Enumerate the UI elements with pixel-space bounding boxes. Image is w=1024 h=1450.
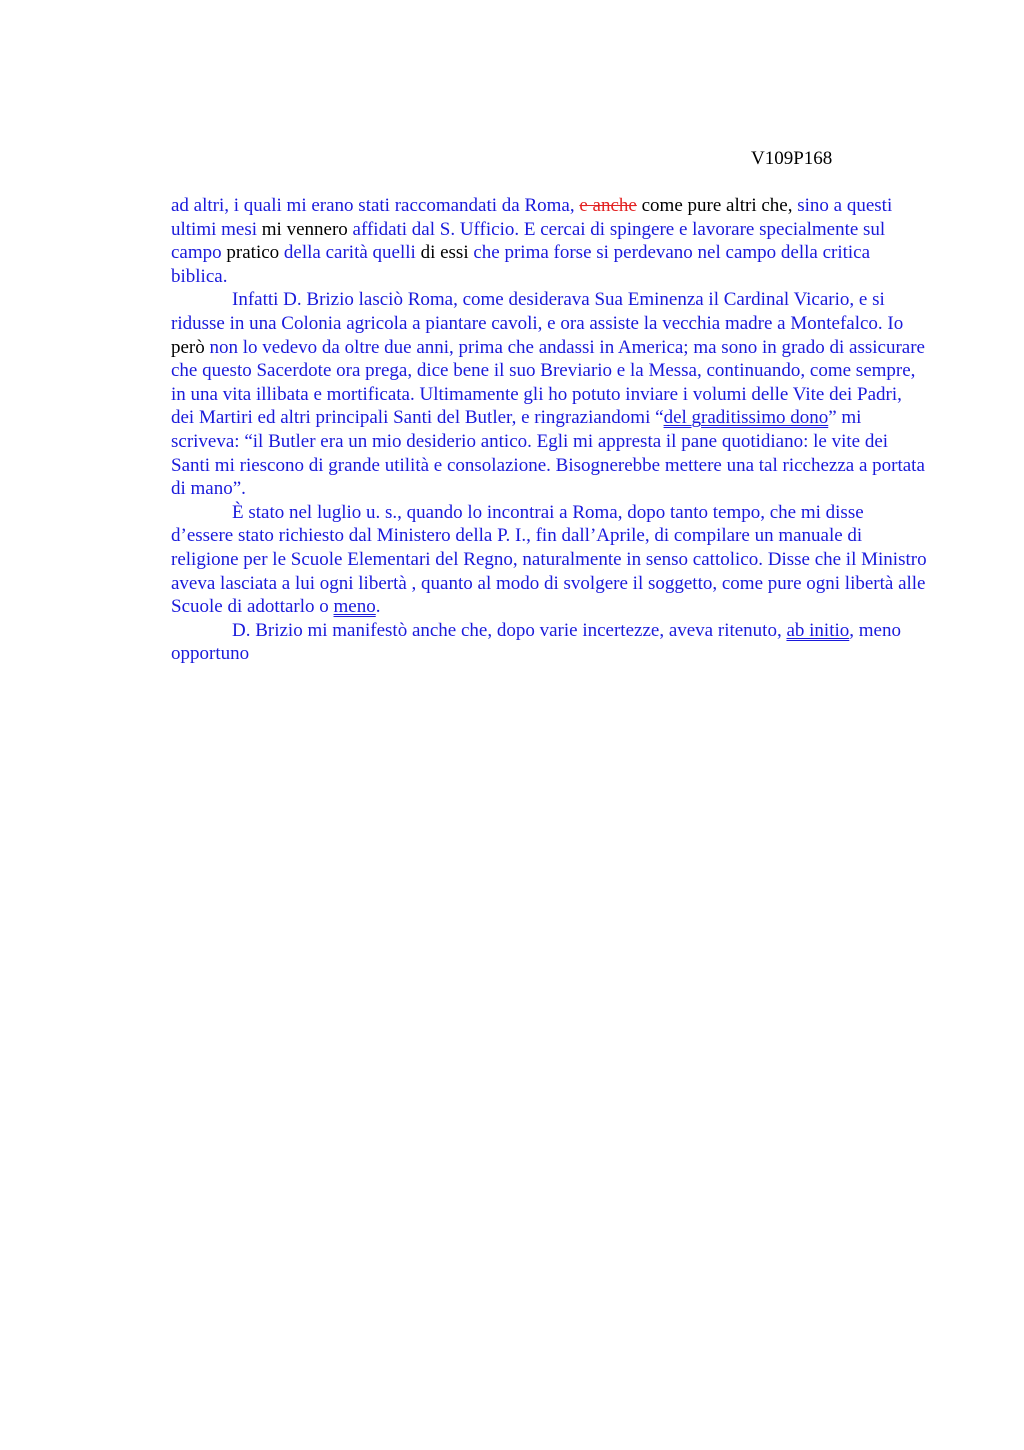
double-underlined-text: ab initio	[786, 619, 850, 641]
text-segment: D. Brizio mi manifestò anche che, dopo varie incertezze, aveva ritenuto,	[232, 619, 787, 641]
text-segment: sino a questi ultimi mesi	[171, 195, 893, 240]
page-identifier: V109P168	[751, 148, 833, 169]
inserted-text: mi vennero	[257, 218, 353, 240]
inserted-text: di essi	[415, 242, 474, 264]
text-segment: .	[375, 596, 381, 618]
text-segment: non lo vedevo da oltre due anni, prima che andassi in America; ma sono in grado di assicurare che questo Sacerdote ora prega, dice bene il suo Breviario e la Messa, continuando, come sempre, in una vita illibata e mortificata. Ultimamente gli ho potuto inviare i volumi delle Vite dei Padri, dei Martiri ed altri principali Santi del Butler, e ringraziandomi “	[171, 336, 925, 429]
inserted-text: pratico	[221, 242, 284, 264]
paragraph	[171, 194, 929, 288]
text-segment: È stato nel luglio u. s., quando lo incontrai a Roma, dopo tanto tempo, che mi disse d’essere stato richiesto dal Ministero della P. I., fin dall’Aprile, di compilare un manuale di religione per le Scuole Elementari del Regno, naturalmente in senso cattolico. Disse che il Ministro aveva lasciata a lui ogni libertà , quanto al modo di svolgere il soggetto, come pure ogni libertà alle Scuole di adottarlo o	[171, 501, 927, 618]
inserted-text: però	[171, 336, 210, 358]
text-segment: ” mi scriveva: “il Butler era un mio desiderio antico. Egli mi appresta il pane quotidiano: le vite dei Santi mi riescono di grande utilità e consolazione. Bisognerebbe mettere una tal ricchezza a portata di mano”.	[171, 407, 925, 500]
double-underlined-text: meno	[333, 596, 376, 618]
paragraph	[171, 501, 929, 619]
text-segment: che prima forse si perdevano nel campo della critica biblica.	[171, 242, 871, 287]
deleted-text: e anche	[579, 195, 637, 216]
paragraph	[171, 619, 929, 666]
inserted-text: come pure altri che,	[636, 195, 798, 216]
text-segment: , meno opportuno	[171, 619, 901, 665]
text-segment: ad altri, i quali mi erano stati raccomandati da Roma,	[171, 195, 580, 216]
document-body	[171, 194, 929, 666]
text-segment: Infatti D. Brizio lasciò Roma, come desiderava Sua Eminenza il Cardinal Vicario, e si ridusse in una Colonia agricola a piantare cavoli, e ora assiste la vecchia madre a Montefalco. Io	[171, 289, 904, 334]
double-underlined-text: del graditissimo dono	[663, 407, 829, 429]
text-segment: affidati dal S. Ufficio. E cercai di spingere e lavorare specialmente sul campo	[171, 218, 886, 264]
text-segment: della carità quelli	[283, 242, 416, 264]
paragraph	[171, 288, 929, 500]
